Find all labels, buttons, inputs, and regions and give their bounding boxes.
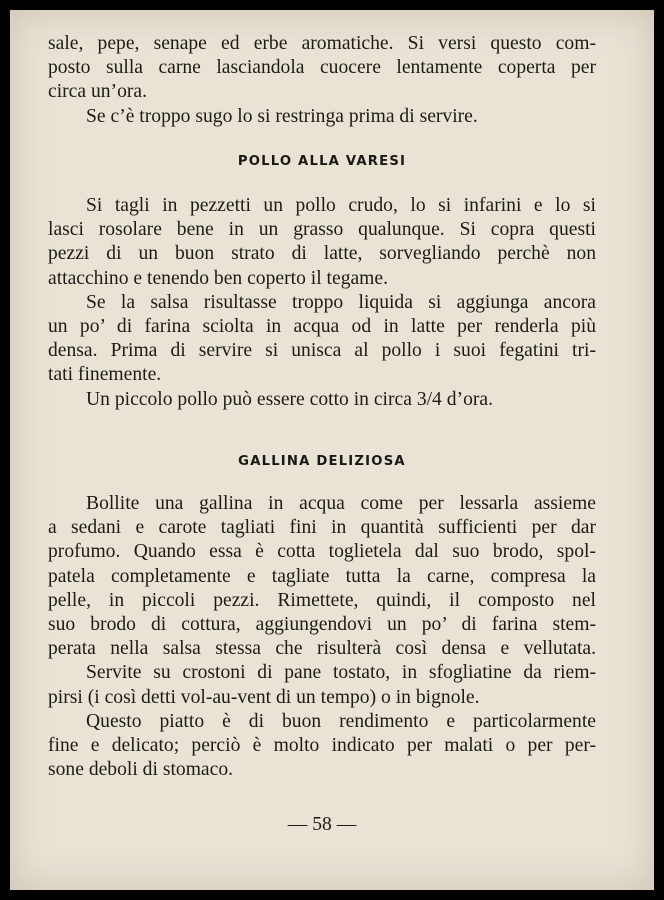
recipe-title-pollo-alla-varesi: POLLO ALLA VARESI (237, 154, 407, 169)
recipe2-paragraph-1 (48, 492, 596, 661)
text-line: densa. Prima di servire si unisca al pollo i suoi fegatini tri- (48, 340, 596, 362)
intro-line-1: sale, pepe, senape ed erbe aromatiche. Si versi questo com- (48, 33, 596, 54)
text-line: pezzi di un buon strato di latte, sorvegliando perchè non (48, 243, 596, 265)
recipe2-body (48, 492, 596, 782)
text-line: patela completamente e tagliate tutta la carne, compresa la (48, 565, 596, 587)
text-line: Un piccolo pollo può essere cotto in circa 3/4 d’ora. (86, 388, 493, 410)
recipe1-paragraph-1 (48, 194, 596, 291)
text-line: Bollite una gallina in acqua come per lessarla assieme (86, 493, 596, 514)
text-line: perata nella salsa stessa che risulterà così densa e vellutata. (48, 638, 596, 660)
text-line: un po’ di farina sciolta in acqua od in latte per renderla più (48, 316, 596, 338)
intro-line-2: posto sulla carne lasciandola cuocere lentamente coperta per (48, 57, 596, 79)
text-line: tati finemente. (48, 364, 162, 386)
book-page (10, 10, 654, 890)
recipe2-paragraph-3 (48, 710, 596, 783)
text-line: pirsi (i così detti vol-au-vent di un tempo) o in bignole. (48, 686, 480, 708)
intro-note: Se c’è troppo sugo lo si restringa prima di servire. (86, 105, 478, 127)
intro-paragraph (48, 32, 596, 129)
page-number: — 58 — (287, 814, 357, 835)
recipe2-paragraph-2 (48, 661, 596, 709)
text-line: profumo. Quando essa è cotta toglietela dal suo brodo, spol- (48, 541, 596, 563)
recipe-title-gallina-deliziosa: GALLINA DELIZIOSA (238, 454, 406, 469)
recipe1-body (48, 194, 596, 412)
text-line: fine e delicato; perciò è molto indicato per malati o per per- (48, 735, 596, 757)
text-line: attacchino e tenendo ben coperto il tegame. (48, 267, 389, 289)
text-line: Se la salsa risultasse troppo liquida si aggiunga ancora (86, 291, 596, 313)
recipe1-paragraph-2 (48, 291, 596, 388)
text-line: suo brodo di cottura, aggiungendovi un po’ di farina stem- (48, 614, 596, 636)
text-line: sone deboli di stomaco. (48, 759, 234, 781)
intro-line-3: circa un’ora. (48, 81, 147, 103)
text-line: Questo piatto è di buon rendimento e particolarmente (86, 710, 596, 732)
text-line: a sedani e carote tagliati fini in quantità sufficienti per dar (48, 517, 596, 539)
text-line: Servite su crostoni di pane tostato, in sfogliatine da riem- (86, 662, 596, 684)
text-line: pelle, in piccoli pezzi. Rimettete, quindi, il composto nel (48, 589, 596, 611)
text-line: lasci rosolare bene in un grasso qualunque. Si copra questi (48, 219, 596, 241)
recipe1-paragraph-3 (48, 388, 596, 412)
text-line: Si tagli in pezzetti un pollo crudo, lo si infarini e lo si (86, 195, 596, 216)
